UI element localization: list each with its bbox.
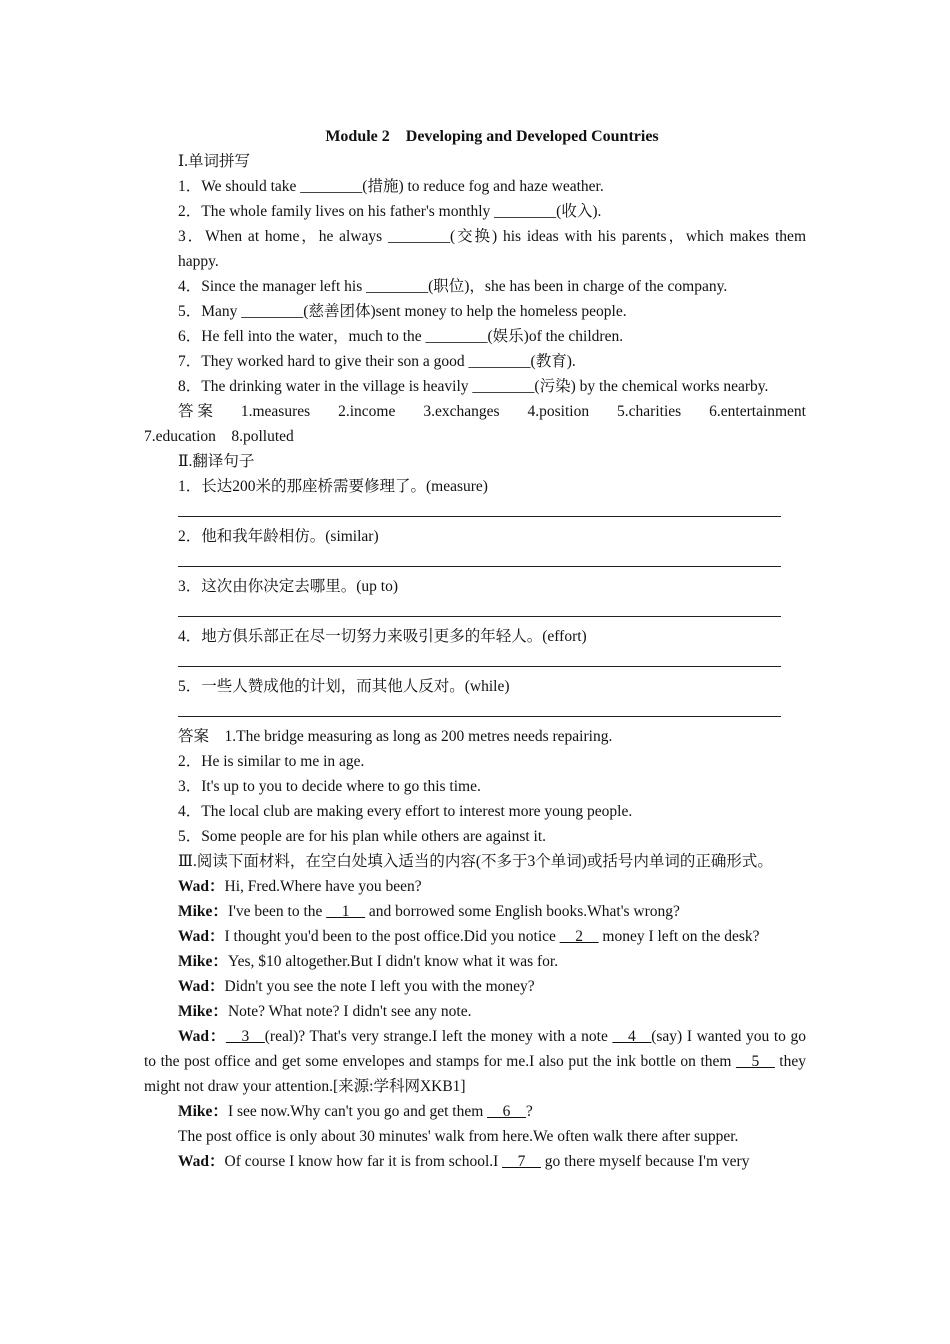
dialog-line bbox=[144, 1024, 806, 1099]
answer-line[interactable] bbox=[144, 499, 806, 524]
dialog-text: (say) I wanted you to go to the post office and get some envelopes and stamps for me.I also put the ink bottle on them bbox=[144, 1028, 807, 1070]
document-body bbox=[144, 124, 806, 1174]
blank[interactable]: __1__ bbox=[326, 903, 366, 920]
dialog-text: I see now.Why can't you go and get them bbox=[227, 1103, 488, 1120]
dialog-text: Of course I know how far it is from school.I bbox=[224, 1153, 503, 1170]
dialog-text: Didn't you see the note I left you with the money? bbox=[224, 978, 535, 995]
answer-item: 3．It's up to you to decide where to go this time. bbox=[178, 778, 481, 795]
question: 5．Many ________(慈善团体)sent money to help the homeless people. bbox=[178, 303, 627, 320]
translation-question: 4．地方俱乐部正在尽一切努力来吸引更多的年轻人。(effort) bbox=[178, 628, 587, 645]
dialog-line bbox=[144, 1099, 806, 1124]
answer-item: 2．He is similar to me in age. bbox=[178, 753, 365, 770]
dialog-text: go there myself because I'm very bbox=[540, 1153, 750, 1170]
blank[interactable]: __2__ bbox=[559, 928, 599, 945]
dialog-line bbox=[144, 974, 806, 999]
page-title: Module 2 Developing and Developed Countries bbox=[325, 128, 659, 145]
dialog-text: and borrowed some English books.What's wrong? bbox=[365, 903, 680, 920]
answer-item: 3.exchanges bbox=[423, 403, 500, 420]
blank[interactable]: __3__ bbox=[226, 1028, 265, 1045]
question: 6．He fell into the water，much to the ________(娱乐)of the children. bbox=[178, 328, 624, 345]
translation-question: 1．长达200米的那座桥需要修理了。(measure) bbox=[178, 478, 488, 495]
question-text: 3．When at home，he always ________(交换) his ideas with his parents，which makes them happy. bbox=[178, 228, 806, 270]
answer-item: 4.position bbox=[527, 403, 590, 420]
speaker: Wad： bbox=[178, 1028, 226, 1045]
section-heading-2: Ⅱ.翻译句子 bbox=[178, 453, 255, 470]
question: 7．They worked hard to give their son a good ________(教育). bbox=[178, 353, 576, 370]
answer-row bbox=[144, 399, 806, 424]
translation-question: 5．一些人赞成他的计划，而其他人反对。(while) bbox=[178, 678, 510, 695]
answer-line[interactable] bbox=[144, 699, 806, 724]
answer-item: 4．The local club are making every effort to interest more young people. bbox=[178, 803, 633, 820]
answer-item: 2.income bbox=[338, 403, 396, 420]
answer-label: 答 案 bbox=[178, 403, 213, 420]
section-heading-3: Ⅲ.阅读下面材料，在空白处填入适当的内容(不多于3个单词)或括号内单词的正确形式。 bbox=[178, 853, 773, 870]
answer-line[interactable] bbox=[144, 549, 806, 574]
dialog-text: Note? What note? I didn't see any note. bbox=[227, 1003, 472, 1020]
answer-label: 答案 bbox=[178, 728, 210, 745]
blank[interactable]: __4__ bbox=[612, 1028, 652, 1045]
question: 4．Since the manager left his ________(职位)，she has been in charge of the company. bbox=[178, 278, 728, 295]
speaker: Wad： bbox=[178, 978, 225, 995]
question: 1．We should take ________(措施) to reduce fog and haze weather. bbox=[178, 178, 604, 195]
section-heading-1: Ⅰ.单词拼写 bbox=[178, 153, 250, 170]
translation-question: 3．这次由你决定去哪里。(up to) bbox=[178, 578, 399, 595]
blank[interactable]: __5__ bbox=[736, 1053, 775, 1070]
speaker: Wad： bbox=[178, 878, 225, 895]
translation-question: 2．他和我年龄相仿。(similar) bbox=[178, 528, 379, 545]
blank[interactable]: __6__ bbox=[487, 1103, 526, 1120]
answer-item: 1.The bridge measuring as long as 200 metres needs repairing. bbox=[224, 728, 613, 745]
dialog-line bbox=[144, 874, 806, 899]
blank[interactable]: __7__ bbox=[502, 1153, 541, 1170]
dialog-text: money I left on the desk? bbox=[598, 928, 760, 945]
answer-row bbox=[144, 724, 806, 749]
answer-item: 5.charities bbox=[617, 403, 682, 420]
question: 2．The whole family lives on his father's monthly ________(收入). bbox=[178, 203, 602, 220]
answer-item: 6.entertainment bbox=[709, 403, 806, 420]
speaker: Wad： bbox=[178, 1153, 225, 1170]
answer-line[interactable] bbox=[144, 649, 806, 674]
speaker: Wad： bbox=[178, 928, 225, 945]
dialog-text: Hi, Fred.Where have you been? bbox=[224, 878, 422, 895]
answer-item: 1.measures bbox=[240, 403, 311, 420]
dialog-text: Yes, $10 altogether.But I didn't know what it was for. bbox=[227, 953, 559, 970]
dialog-text: (real)? That's very strange.I left the money with a note bbox=[264, 1028, 613, 1045]
dialog-text: I thought you'd been to the post office.Did you notice bbox=[224, 928, 560, 945]
speaker: Mike： bbox=[178, 903, 228, 920]
question: 8．The drinking water in the village is heavily ________(污染) by the chemical works nearby. bbox=[178, 378, 769, 395]
dialog-text: they might not draw your attention.[来源:学科网XKB1] bbox=[144, 1053, 806, 1095]
dialog-line bbox=[144, 949, 806, 974]
dialog-line: The post office is only about 30 minutes' walk from here.We often walk there after supper. bbox=[178, 1128, 739, 1145]
dialog-line bbox=[144, 1149, 806, 1174]
dialog-line bbox=[144, 999, 806, 1024]
dialog-line bbox=[144, 924, 806, 949]
dialog-line bbox=[144, 899, 806, 924]
answer-line[interactable] bbox=[144, 599, 806, 624]
answer-row-2: 7.education 8.polluted bbox=[144, 428, 294, 445]
question bbox=[144, 224, 806, 274]
dialog-text: I've been to the bbox=[227, 903, 327, 920]
speaker: Mike： bbox=[178, 1003, 228, 1020]
dialog-text: ? bbox=[525, 1103, 533, 1120]
answer-item: 5．Some people are for his plan while others are against it. bbox=[178, 828, 547, 845]
speaker: Mike： bbox=[178, 953, 228, 970]
speaker: Mike： bbox=[178, 1103, 228, 1120]
